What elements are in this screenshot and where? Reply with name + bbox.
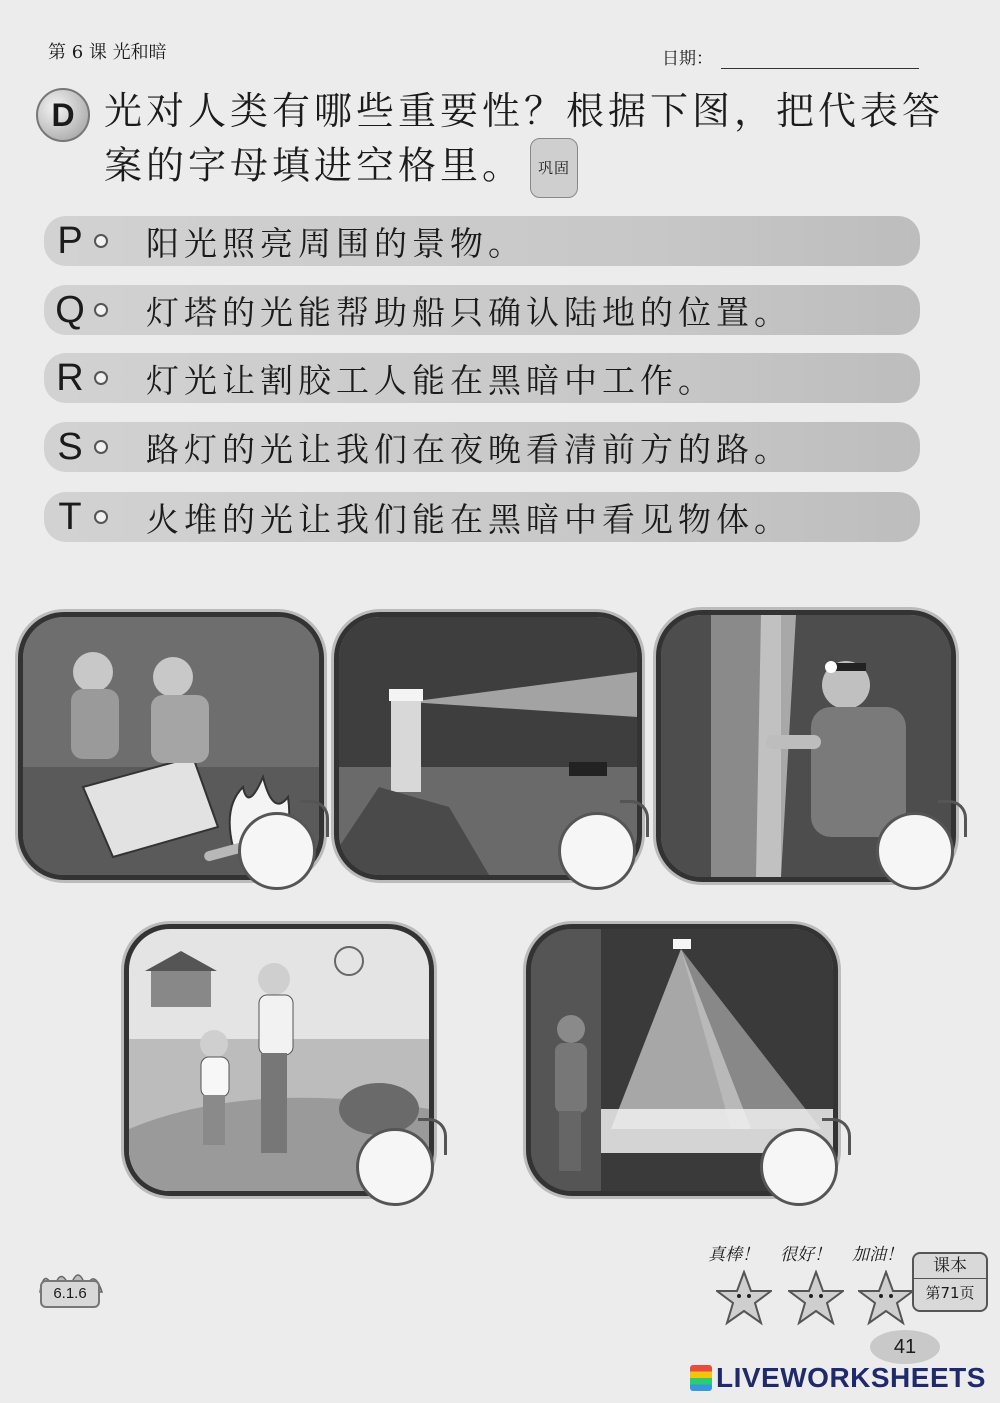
- hook-icon: [300, 800, 329, 837]
- option-dot-icon: [94, 371, 108, 385]
- option-text: 火堆的光让我们能在黑暗中看见物体。: [146, 499, 792, 539]
- watermark-text: LIVEWORKSHEETS: [716, 1362, 986, 1393]
- option-dot-icon: [94, 440, 108, 454]
- option-dot-icon: [94, 510, 108, 524]
- option-dot-icon: [94, 303, 108, 317]
- option-text: 路灯的光让我们在夜晚看清前方的路。: [146, 429, 792, 469]
- hook-icon: [418, 1118, 447, 1155]
- textbook-label: 课本: [914, 1254, 986, 1279]
- praise-keep-going: 加油！: [852, 1245, 903, 1265]
- date-input-line[interactable]: [721, 50, 919, 69]
- question-badge: D: [36, 88, 90, 142]
- lesson-code: 6.1.6: [40, 1280, 100, 1308]
- praise-good: 很好！: [780, 1245, 831, 1265]
- liveworksheets-icon: [690, 1365, 712, 1391]
- option-letter: R: [56, 356, 84, 399]
- option-text: 灯光让割胶工人能在黑暗中工作。: [146, 360, 716, 400]
- option-text: 灯塔的光能帮助船只确认陆地的位置。: [146, 292, 792, 332]
- page-number: 41: [870, 1330, 940, 1364]
- question-prompt: [104, 84, 944, 198]
- option-letter: P: [57, 219, 83, 262]
- starfish-icon[interactable]: [858, 1270, 914, 1326]
- option-s: [44, 422, 920, 472]
- option-dot-icon: [94, 234, 108, 248]
- option-q: [44, 285, 920, 335]
- lesson-title: 第 6 课 光和暗: [48, 42, 167, 63]
- option-t: [44, 492, 920, 542]
- date-label: 日期：: [662, 49, 713, 69]
- starfish-icon[interactable]: [716, 1270, 772, 1326]
- option-r: [44, 353, 920, 403]
- textbook-reference: [912, 1252, 988, 1312]
- textbook-page: 第71页: [925, 1284, 975, 1302]
- starfish-icon[interactable]: [788, 1270, 844, 1326]
- hook-icon: [620, 800, 649, 837]
- praise-great: 真棒！: [708, 1245, 759, 1265]
- option-p: [44, 216, 920, 266]
- option-letter: Q: [55, 288, 85, 331]
- option-letter: T: [58, 495, 82, 538]
- option-letter: S: [57, 425, 83, 468]
- hook-icon: [938, 800, 967, 837]
- question-text: 光对人类有哪些重要性？根据下图，把代表答案的字母填进空格里。: [104, 89, 945, 188]
- hook-icon: [822, 1118, 851, 1155]
- liveworksheets-logo: [690, 1362, 986, 1394]
- option-text: 阳光照亮周围的景物。: [146, 223, 526, 263]
- consolidate-tag: 巩固: [530, 138, 578, 198]
- date-field: [662, 44, 919, 69]
